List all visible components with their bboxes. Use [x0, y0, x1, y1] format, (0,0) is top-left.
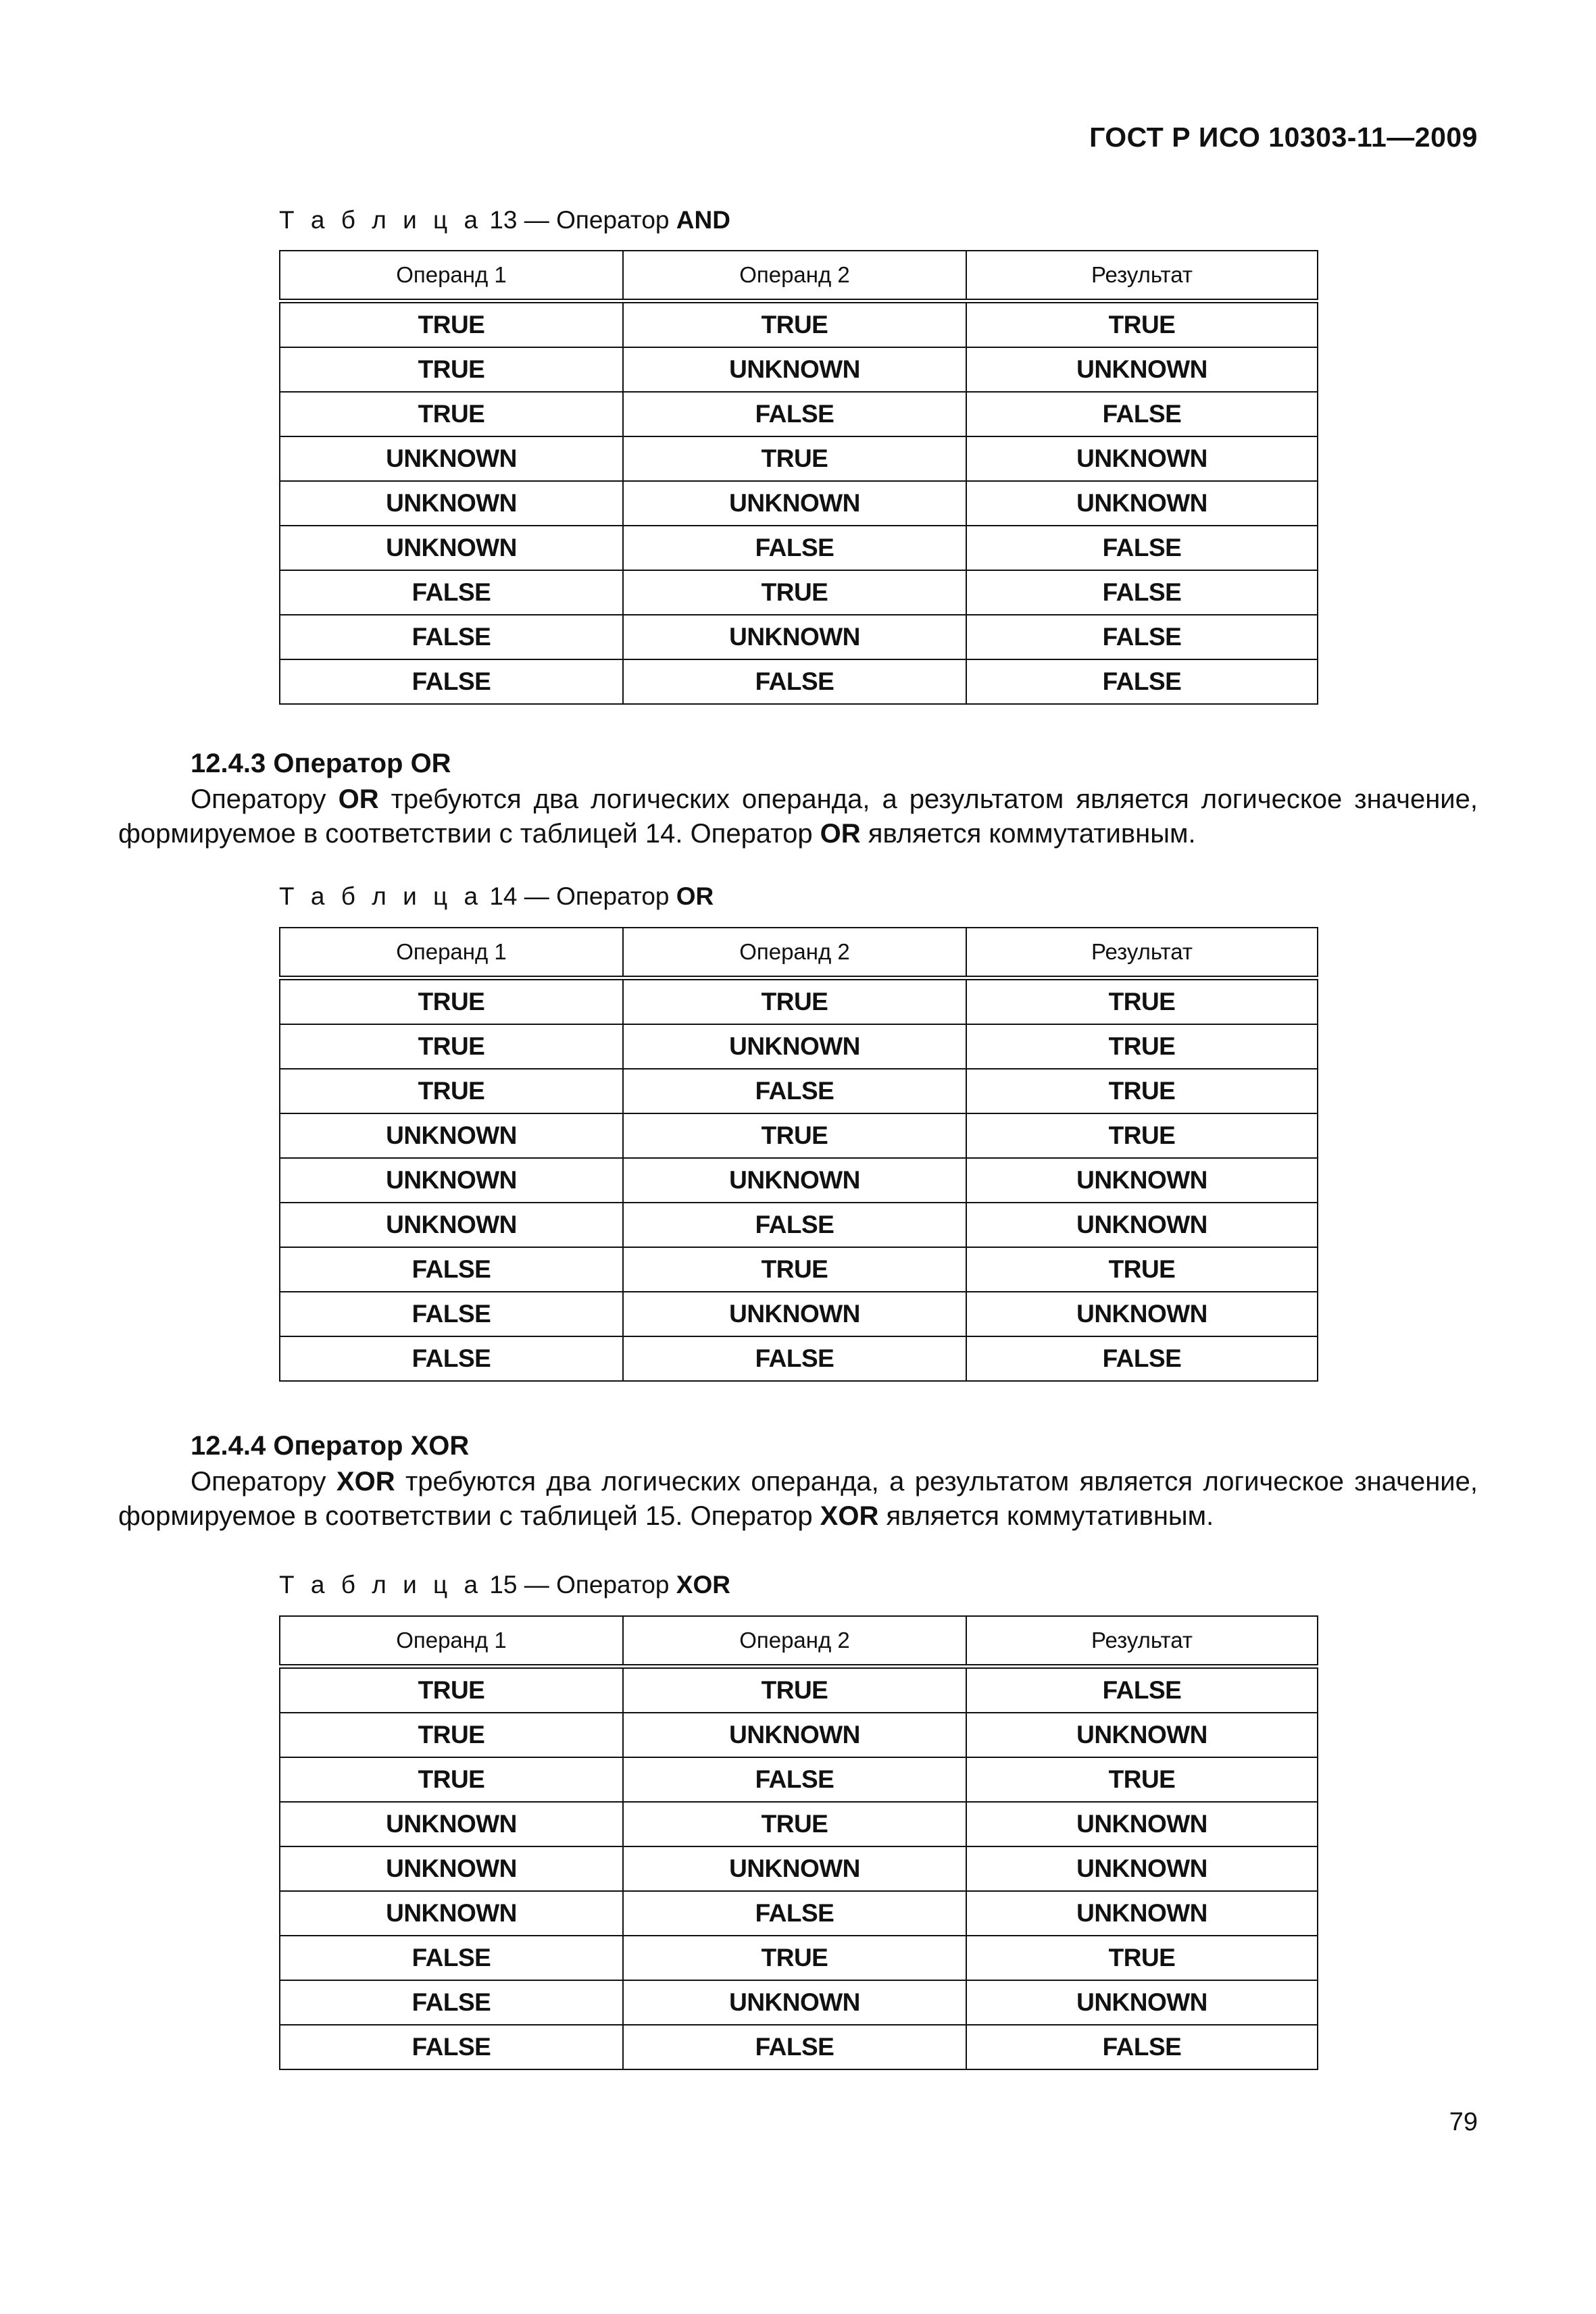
table-cell: UNKNOWN — [966, 1203, 1318, 1247]
table-cell: TRUE — [966, 301, 1318, 348]
table-cell: TRUE — [623, 1936, 966, 1980]
table-cell: FALSE — [966, 659, 1318, 704]
table-15-caption — [279, 1571, 730, 1599]
section-paragraph-or — [118, 782, 1478, 851]
table-cell: TRUE — [966, 1069, 1318, 1113]
table-cell: TRUE — [966, 1247, 1318, 1292]
table-cell: UNKNOWN — [623, 615, 966, 659]
table-cell: FALSE — [623, 1757, 966, 1802]
table-cell: UNKNOWN — [966, 1846, 1318, 1891]
table-cell: FALSE — [966, 392, 1318, 436]
table-header-row — [280, 251, 1318, 301]
table-cell: TRUE — [966, 978, 1318, 1025]
table-row — [280, 526, 1318, 570]
table-row — [280, 570, 1318, 615]
caption-text: 15 — Оператор — [482, 1571, 676, 1599]
table-cell: TRUE — [966, 1024, 1318, 1069]
para-text: Оператору — [191, 784, 339, 814]
table-cell: FALSE — [280, 659, 623, 704]
table-cell: UNKNOWN — [280, 1891, 623, 1936]
table-cell: TRUE — [966, 1936, 1318, 1980]
table-cell: UNKNOWN — [966, 481, 1318, 526]
table-cell: FALSE — [966, 615, 1318, 659]
table-row — [280, 436, 1318, 481]
table-header-row — [280, 1616, 1318, 1667]
column-header: Результат — [966, 928, 1318, 978]
table-14-caption — [279, 882, 714, 911]
table-13 — [279, 250, 1318, 705]
table-header-row — [280, 928, 1318, 978]
table-cell: TRUE — [280, 301, 623, 348]
column-header: Результат — [966, 1616, 1318, 1667]
table-row — [280, 2025, 1318, 2069]
para-operator: OR — [338, 784, 379, 814]
table-cell: FALSE — [966, 526, 1318, 570]
column-header: Операнд 2 — [623, 928, 966, 978]
table-cell: TRUE — [623, 1247, 966, 1292]
table-cell: UNKNOWN — [966, 1802, 1318, 1846]
table-cell: FALSE — [623, 1203, 966, 1247]
table-cell: UNKNOWN — [623, 1158, 966, 1203]
caption-operator: XOR — [676, 1571, 730, 1599]
table-row — [280, 1936, 1318, 1980]
table-cell: UNKNOWN — [623, 1024, 966, 1069]
table-row — [280, 347, 1318, 392]
para-text: требуются два логических операнда, а результатом является логическое значение, формируемое в соответствии с таблицей 14. Оператор — [118, 784, 1478, 849]
table-row — [280, 615, 1318, 659]
table-cell: TRUE — [280, 392, 623, 436]
caption-word: Т а б л и ц а — [279, 206, 483, 234]
table-14 — [279, 927, 1318, 1382]
table-row — [280, 301, 1318, 348]
table-row — [280, 1667, 1318, 1713]
table-cell: FALSE — [623, 1891, 966, 1936]
table-row — [280, 659, 1318, 704]
table-cell: TRUE — [280, 1024, 623, 1069]
table-cell: UNKNOWN — [623, 347, 966, 392]
table-cell: FALSE — [280, 1247, 623, 1292]
caption-operator: AND — [676, 206, 730, 234]
section-paragraph-xor — [118, 1465, 1478, 1534]
column-header: Операнд 1 — [280, 1616, 623, 1667]
table-cell: UNKNOWN — [280, 1203, 623, 1247]
table-cell: UNKNOWN — [623, 481, 966, 526]
column-header: Операнд 2 — [623, 251, 966, 301]
table-row — [280, 1757, 1318, 1802]
table-cell: TRUE — [280, 1667, 623, 1713]
table-row — [280, 1292, 1318, 1336]
table-cell: UNKNOWN — [623, 1292, 966, 1336]
para-text: является коммутативным. — [878, 1501, 1214, 1531]
para-operator: OR — [820, 819, 861, 849]
table-cell: TRUE — [623, 570, 966, 615]
table-cell: UNKNOWN — [966, 1292, 1318, 1336]
table-cell: TRUE — [623, 1802, 966, 1846]
table-row — [280, 1846, 1318, 1891]
table-row — [280, 481, 1318, 526]
table-cell: TRUE — [280, 1069, 623, 1113]
table-cell: UNKNOWN — [280, 1802, 623, 1846]
table-cell: FALSE — [623, 2025, 966, 2069]
table-row — [280, 1802, 1318, 1846]
table-cell: UNKNOWN — [966, 1713, 1318, 1757]
caption-word: Т а б л и ц а — [279, 1571, 483, 1599]
table-cell: FALSE — [280, 615, 623, 659]
table-cell: UNKNOWN — [623, 1846, 966, 1891]
table-cell: UNKNOWN — [280, 1846, 623, 1891]
table-cell: FALSE — [280, 1336, 623, 1381]
table-row — [280, 1336, 1318, 1381]
table-cell: TRUE — [623, 978, 966, 1025]
table-cell: TRUE — [280, 347, 623, 392]
table-cell: FALSE — [623, 659, 966, 704]
table-cell: FALSE — [966, 570, 1318, 615]
para-operator: XOR — [336, 1467, 395, 1496]
table-cell: FALSE — [966, 1336, 1318, 1381]
table-cell: FALSE — [623, 1069, 966, 1113]
caption-text: 14 — Оператор — [482, 882, 676, 910]
para-text: требуются два логических операнда, а результатом является логическое значение, формируемое в соответствии с таблицей 15. Оператор — [118, 1467, 1478, 1531]
table-cell: UNKNOWN — [280, 526, 623, 570]
column-header: Операнд 1 — [280, 928, 623, 978]
table-cell: TRUE — [966, 1757, 1318, 1802]
table-cell: FALSE — [966, 2025, 1318, 2069]
table-cell: UNKNOWN — [966, 1891, 1318, 1936]
section-heading-xor: 12.4.4 Оператор XOR — [191, 1431, 470, 1461]
table-cell: TRUE — [623, 301, 966, 348]
column-header: Результат — [966, 251, 1318, 301]
table-row — [280, 1158, 1318, 1203]
table-row — [280, 1069, 1318, 1113]
table-row — [280, 1024, 1318, 1069]
table-cell: UNKNOWN — [280, 1158, 623, 1203]
table-cell: TRUE — [623, 436, 966, 481]
table-13-caption — [279, 206, 730, 234]
table-cell: FALSE — [966, 1667, 1318, 1713]
column-header: Операнд 1 — [280, 251, 623, 301]
table-row — [280, 1113, 1318, 1158]
table-cell: UNKNOWN — [280, 436, 623, 481]
table-15 — [279, 1615, 1318, 2070]
table-cell: FALSE — [280, 1980, 623, 2025]
para-operator: XOR — [820, 1501, 879, 1531]
table-row — [280, 978, 1318, 1025]
table-cell: UNKNOWN — [966, 347, 1318, 392]
table-cell: TRUE — [280, 978, 623, 1025]
table-cell: UNKNOWN — [623, 1713, 966, 1757]
table-cell: TRUE — [623, 1667, 966, 1713]
table-cell: FALSE — [280, 570, 623, 615]
table-cell: TRUE — [623, 1113, 966, 1158]
table-row — [280, 1203, 1318, 1247]
table-cell: FALSE — [280, 1936, 623, 1980]
table-cell: FALSE — [623, 1336, 966, 1381]
table-row — [280, 1247, 1318, 1292]
section-heading-or: 12.4.3 Оператор OR — [191, 749, 451, 778]
table-cell: FALSE — [623, 526, 966, 570]
table-row — [280, 1891, 1318, 1936]
table-row — [280, 1980, 1318, 2025]
document-header: ГОСТ Р ИСО 10303-11—2009 — [1089, 122, 1478, 153]
table-cell: TRUE — [280, 1757, 623, 1802]
table-cell: UNKNOWN — [623, 1980, 966, 2025]
table-cell: TRUE — [966, 1113, 1318, 1158]
table-cell: UNKNOWN — [966, 1980, 1318, 2025]
caption-word: Т а б л и ц а — [279, 882, 483, 910]
para-text: Оператору — [191, 1467, 336, 1496]
table-cell: UNKNOWN — [966, 1158, 1318, 1203]
para-text: является коммутативным. — [860, 819, 1196, 849]
column-header: Операнд 2 — [623, 1616, 966, 1667]
table-cell: TRUE — [280, 1713, 623, 1757]
caption-operator: OR — [676, 882, 714, 910]
caption-text: 13 — Оператор — [482, 206, 676, 234]
table-cell: UNKNOWN — [966, 436, 1318, 481]
page-number: 79 — [1449, 2108, 1478, 2136]
table-row — [280, 1713, 1318, 1757]
table-cell: UNKNOWN — [280, 1113, 623, 1158]
table-cell: FALSE — [623, 392, 966, 436]
table-cell: FALSE — [280, 2025, 623, 2069]
table-cell: UNKNOWN — [280, 481, 623, 526]
table-cell: FALSE — [280, 1292, 623, 1336]
table-row — [280, 392, 1318, 436]
